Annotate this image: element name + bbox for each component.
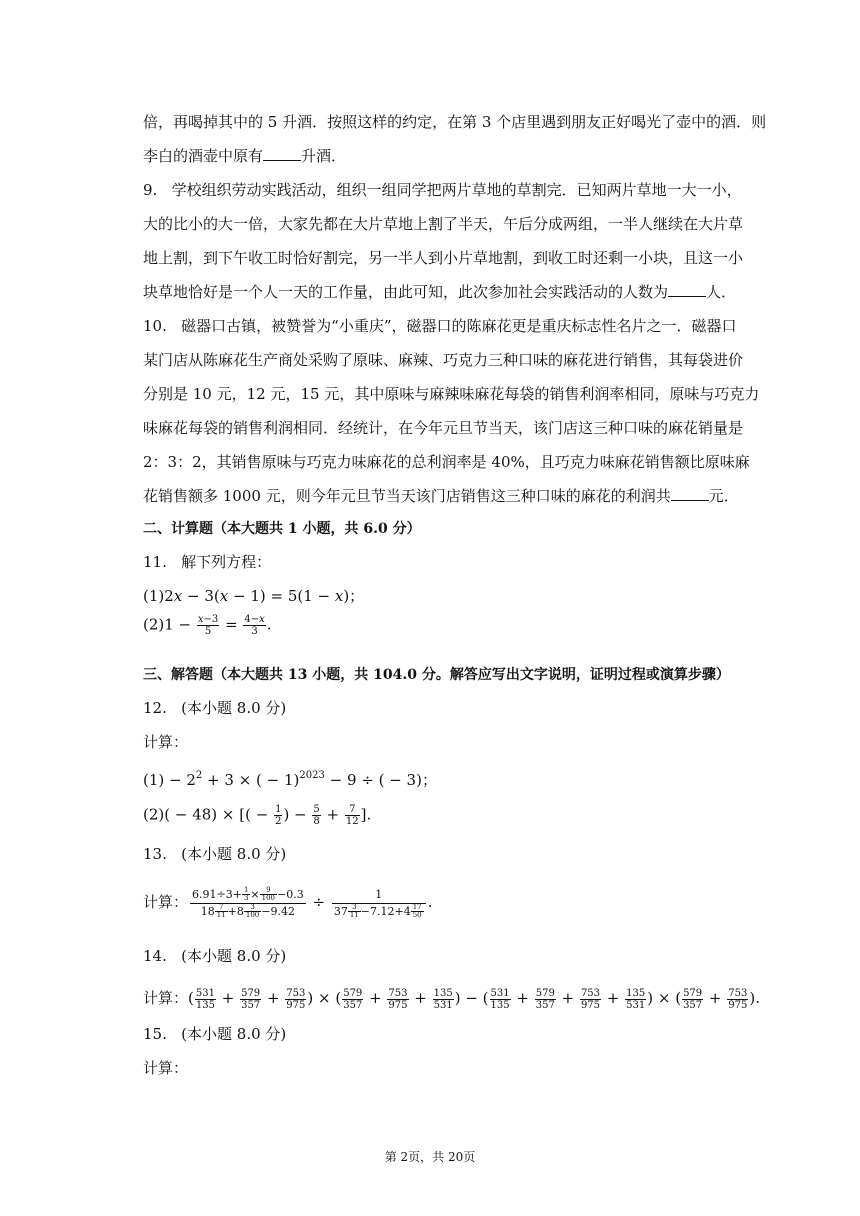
times: × [653,989,676,1007]
denominator: 135 [490,999,510,1011]
fraction [625,988,646,1011]
fraction [244,904,261,919]
expr-part: −9.42 [261,904,295,918]
fraction [240,988,261,1011]
denominator: 8 [313,816,320,827]
denominator: 3 [251,626,258,637]
expr-part: −0.3 [277,887,304,901]
expr-part: − 9 ÷ ( − 3)； [324,771,437,789]
q12-expr-1 [143,766,437,790]
denominator [332,904,426,920]
equals: = [220,615,243,634]
denominator: 2 [275,816,282,827]
q14-expr [143,982,760,1014]
complex-fraction [190,887,306,920]
q9-line-4-text: 块草地恰好是一个人一天的工作量，由此可知，此次参加社会实践活动的人数为 [143,283,669,301]
q14-stem: 14. (本小题 8.0 分) [143,947,287,965]
numerator: 7 [215,904,228,912]
paren: ( [675,989,682,1007]
q10-line-4: 味麻花每袋的销售利润相同．经统计，在今年元旦节当天，该门店这三种口味的麻花销量是 [143,419,744,437]
q12-calc-label: 计算： [143,733,189,751]
expr-part: 6.91÷3+ [192,887,242,901]
denominator: 975 [728,999,748,1011]
q10-line-6-end: 元． [708,487,739,505]
plus: + [409,989,432,1007]
fraction [490,988,511,1011]
calc-label: 计算： [143,989,189,1007]
fraction [727,988,748,1011]
answer-blank [671,486,709,501]
divide-sign: ÷ [307,893,330,911]
plus: + [602,989,625,1007]
denominator: 531 [433,999,453,1011]
numerator: 4−𝑥 [244,614,265,625]
q10-line-2: 某门店从陈麻花生产商处采购了原味、麻辣、巧克力三种口味的麻花进行销售，其每袋进价 [143,351,744,369]
expr-part: + [321,805,344,824]
q8-line-2-end: 升酒． [301,147,347,165]
numerator: 9 [260,887,277,895]
denominator: 11 [349,911,359,919]
numerator: 135 [433,987,453,999]
fraction [433,988,454,1011]
fraction [580,988,601,1011]
denominator [190,904,306,920]
denominator: 975 [580,999,601,1011]
fraction [348,904,361,919]
fraction [195,988,216,1011]
plus: + [556,989,579,1007]
paren: ( [188,989,194,1007]
numerator: 579 [241,987,261,999]
numerator: 7 [345,804,360,816]
q10-line-1: 10. 磁器口古镇，被赞誉为“小重庆”，磁器口的陈麻花更是重庆标志性名片之一．磁器口 [143,317,737,335]
denominator: 135 [195,999,215,1011]
section-heading-answer: 三、解答题（本大题共 13 小题，共 104.0 分。解答应写出文字说明，证明过程或演算步骤） [143,667,730,683]
expr-part: + 3 × ( − 1) [202,771,300,789]
fraction [260,887,277,902]
period: . [755,989,760,1007]
numerator: 753 [580,987,601,999]
fraction [215,904,228,919]
q8-line-1: 倍，再喝掉其中的 5 升酒．按照这样的约定，在第 3 个店里遇到朋友正好喝光了壶中的酒．则 [143,113,767,131]
expr-part: −7.12+4 [360,904,411,918]
expr-part: × [250,887,260,901]
numerator: 1 [275,804,282,815]
denominator: 12 [345,816,359,827]
expr-part: ]. [360,805,372,824]
denominator: 357 [683,999,703,1011]
q9-line-2: 大的比小的大一倍，大家先都在大片草地上割了半天，午后分成两组，一半人继续在大片草 [143,215,744,233]
numerator: 753 [286,987,306,999]
numerator: 𝑥−3 [197,614,219,625]
page-footer: 第 2页，共 20页 [384,1150,476,1164]
paren: ) [647,989,654,1007]
numerator: 1 [243,886,249,894]
q11-eq-1: (1)2𝑥 − 3(𝑥 − 1) = 5(1 − 𝑥)； [143,587,365,605]
denominator: 11 [216,911,226,919]
q12-expr-2 [143,804,371,827]
numerator: 531 [195,987,215,999]
exponent: 2023 [299,770,325,781]
q12-stem: 12. (本小题 8.0 分) [143,699,287,717]
denominator: 975 [388,999,408,1011]
plus: + [511,989,534,1007]
q15-stem: 15. (本小题 8.0 分) [143,1025,287,1043]
q9-line-4-end: 人． [706,283,737,301]
exponent: 2 [195,770,203,781]
numerator: 135 [626,987,646,999]
denominator: 975 [286,999,306,1011]
q11-eq-2 [143,614,272,637]
denominator: 100 [245,911,260,919]
fraction [411,904,424,919]
numerator: 579 [535,987,555,999]
denominator: 357 [343,999,363,1011]
numerator: 3 [348,904,361,912]
plus: + [262,989,285,1007]
q11-eq2-pre: (2)1 − [143,615,196,634]
denominator: 531 [626,999,646,1011]
minus: − [460,989,483,1007]
paren: ) [749,989,756,1007]
expr-part: ) − [283,805,312,824]
q9-line-4 [143,282,736,302]
expr-part: 18 [200,904,215,918]
denominator: 100 [261,894,276,902]
denominator: 357 [535,999,555,1011]
section-heading-calc: 二、计算题（本大题共 1 小题，共 6.0 分） [143,521,421,537]
numerator: 17 [412,903,422,911]
numerator [190,887,306,904]
fraction [243,614,265,637]
denominator: 50 [412,911,422,919]
expr-part: +8 [227,904,244,918]
numerator: 753 [388,987,408,999]
plus: + [216,989,240,1007]
fraction [342,988,363,1011]
expr-part: (2)( − 48) × [( − [143,805,274,824]
period: . [427,893,433,911]
q10-line-3: 分别是 10 元，12 元，15 元，其中原味与麻辣味麻花每袋的销售利润率相同，原味与巧克力 [143,385,760,403]
calc-label: 计算： [143,893,189,911]
paren: ( [335,989,342,1007]
fraction [274,804,282,827]
fraction [387,988,408,1011]
denominator: 357 [241,999,261,1011]
expr-part: (1) − 2 [143,771,196,789]
expr-part: 37 [333,904,348,918]
q8-line-2-text: 李白的酒壶中原有 [143,147,264,165]
denominator: 3 [243,894,249,902]
q9-line-1: 9. 学校组织劳动实践活动，组织一组同学把两片草地的草割完．已知两片草地一大一小， [143,181,742,199]
denominator: 5 [204,626,212,637]
q11-stem: 11. 解下列方程： [143,553,272,571]
numerator: 753 [728,987,748,999]
q13-stem: 13. (本小题 8.0 分) [143,845,287,863]
plus: + [704,989,727,1007]
answer-blank [263,146,301,161]
plus: + [364,989,387,1007]
paren: ) [454,989,461,1007]
numerator: 579 [683,987,703,999]
complex-fraction [332,887,426,920]
q13-expr [143,882,432,922]
q8-line-2 [143,146,346,166]
fraction [535,988,556,1011]
numerator: 1 [332,887,426,904]
fraction [197,614,219,637]
q15-calc-label: 计算： [143,1059,189,1077]
numerator: 579 [343,987,363,999]
q9-line-3: 地上割，到下午收工时恰好割完，另一半人到小片草地割，到收工时还剩一小块，且这一小 [143,249,744,267]
q10-line-6 [143,486,739,506]
numerator: 531 [490,987,510,999]
fraction [682,988,703,1011]
q10-line-5: 2：3：2，其销售原味与巧克力味麻花的总利润率是 40%，且巧克力味麻花销售额比原味麻 [143,453,750,471]
period: . [266,615,272,634]
q10-line-6-text: 花销售额多 1000 元，则今年元旦节当天该门店销售这三种口味的麻花的利润共 [143,487,671,505]
paren: ) [307,989,314,1007]
fraction [345,804,360,827]
fraction [312,804,320,827]
numerator: 5 [313,804,320,815]
answer-blank [668,282,706,297]
fraction [285,988,306,1011]
paren: ( [482,989,489,1007]
times: × [313,989,336,1007]
numerator: 3 [244,904,261,912]
